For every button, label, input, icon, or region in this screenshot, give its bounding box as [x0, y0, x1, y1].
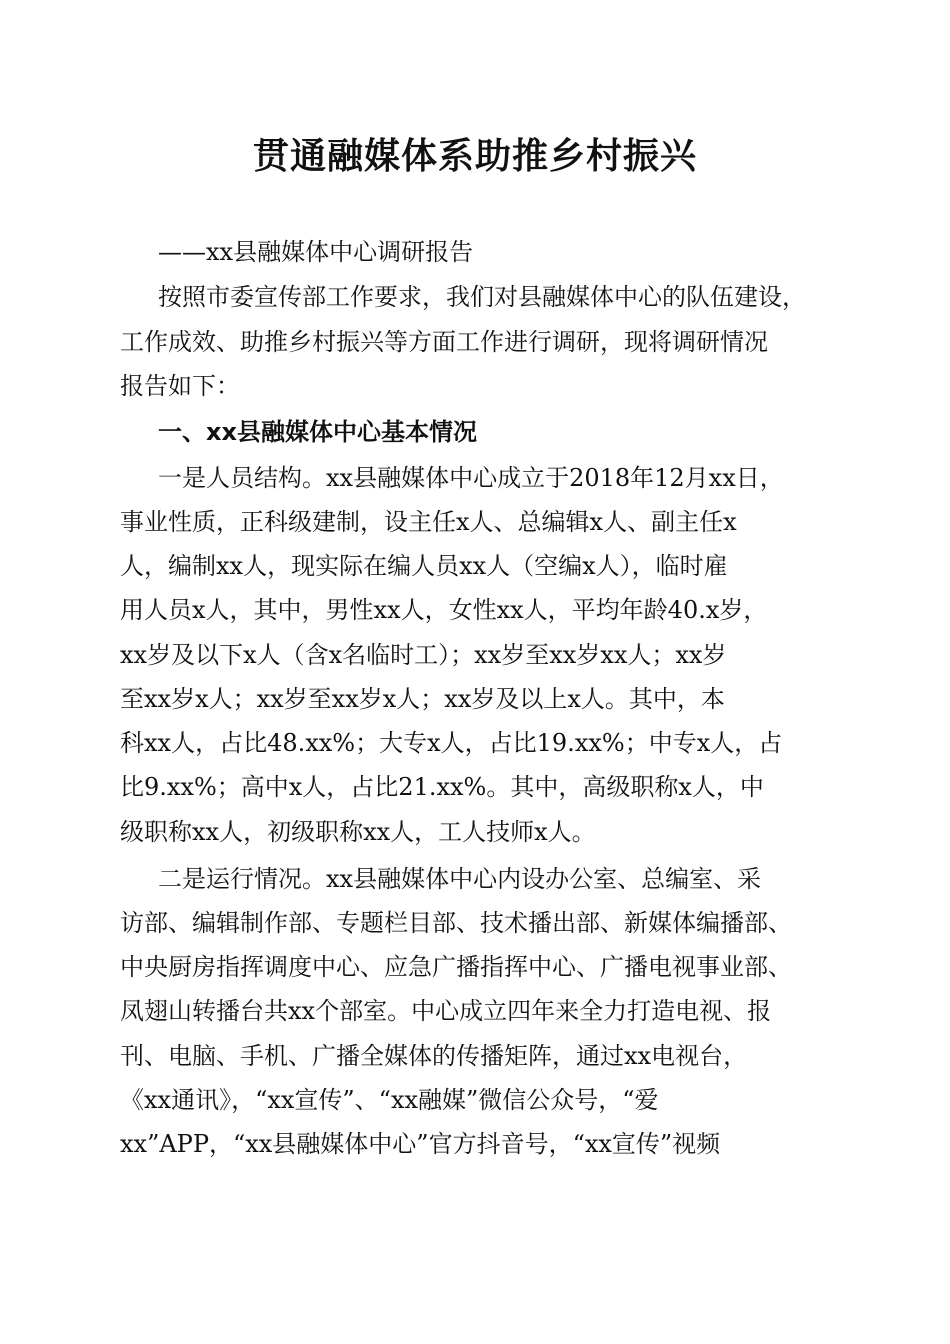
paragraph-line: 科xx人，占比48.xx%；大专x人，占比19.xx%；中专x人，占: [120, 729, 783, 757]
paragraph-line: 二是运行情况。xx县融媒体中心内设办公室、总编室、采: [158, 865, 762, 893]
paragraph-line: 《xx通讯》，“xx宣传”、“xx融媒”微信公众号，“爱: [120, 1086, 659, 1114]
intro-line: 报告如下：: [120, 372, 240, 400]
paragraph-line: 中央厨房指挥调度中心、应急广播指挥中心、广播电视事业部、: [120, 953, 792, 981]
paragraph-line: 级职称xx人，初级职称xx人，工人技师x人。: [120, 818, 596, 846]
paragraph-line: 至xx岁x人；xx岁至xx岁x人；xx岁及以上x人。其中，本: [120, 685, 725, 713]
document-subtitle: ——xx县融媒体中心调研报告: [158, 238, 474, 266]
paragraph-line: 一是人员结构。xx县融媒体中心成立于2018年12月xx日，: [158, 464, 784, 492]
document-title: 贯通融媒体系助推乡村振兴: [252, 136, 697, 177]
section-heading: 一、xx县融媒体中心基本情况: [158, 418, 477, 446]
paragraph-line: xx”APP，“xx县融媒体中心”官方抖音号，“xx宣传”视频: [120, 1130, 721, 1158]
paragraph-line: xx岁及以下x人（含x名临时工）；xx岁至xx岁xx人；xx岁: [120, 641, 727, 669]
intro-line: 工作成效、助推乡村振兴等方面工作进行调研，现将调研情况: [120, 328, 768, 356]
paragraph-line: 凤翅山转播台共xx个部室。中心成立四年来全力打造电视、报: [120, 997, 772, 1025]
paragraph-line: 事业性质，正科级建制，设主任x人、总编辑x人、副主任x: [120, 508, 737, 536]
paragraph-line: 访部、编辑制作部、专题栏目部、技术播出部、新媒体编播部、: [120, 909, 792, 937]
paragraph-line: 刊、电脑、手机、广播全媒体的传播矩阵，通过xx电视台，: [120, 1042, 748, 1070]
paragraph-line: 比9.xx%；高中x人，占比21.xx%。其中，高级职称x人，中: [120, 773, 764, 801]
intro-line: 按照市委宣传部工作要求，我们对县融媒体中心的队伍建设，: [158, 283, 806, 311]
paragraph-line: 人，编制xx人，现实际在编人员xx人（空编x人），临时雇: [120, 552, 728, 580]
paragraph-line: 用人员x人，其中，男性xx人，女性xx人，平均年龄40.x岁，: [120, 596, 768, 624]
